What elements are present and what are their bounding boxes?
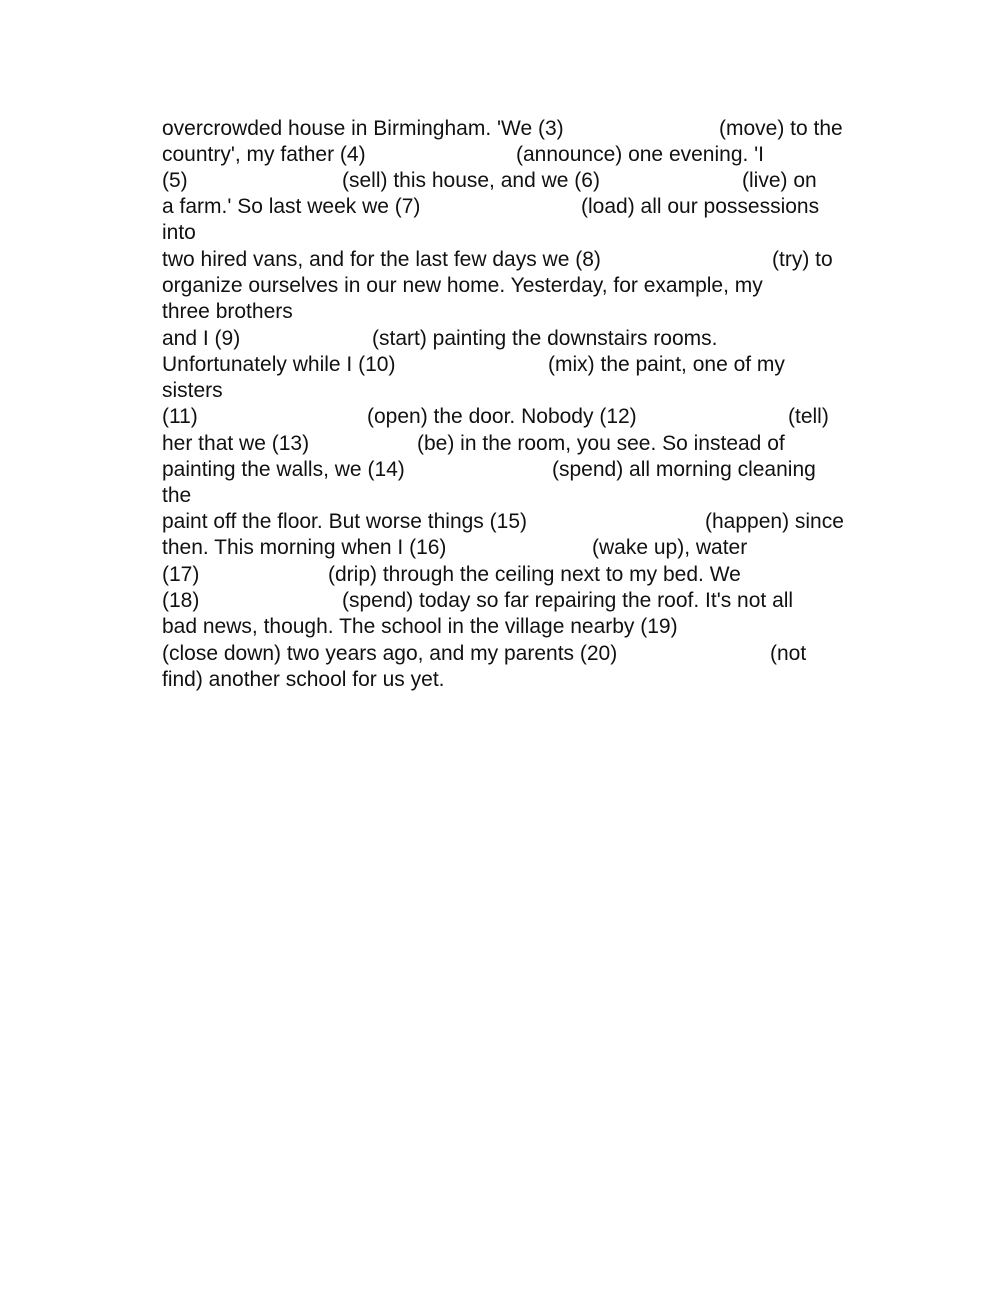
text-segment: (open) the door. Nobody (12): [367, 405, 637, 428]
text-segment: organize ourselves in our new home. Yesterday, for example, my: [162, 274, 763, 297]
text-segment: (mix) the paint, one of my: [548, 353, 785, 376]
answer-blank-18[interactable]: [208, 590, 333, 612]
answer-blank-5[interactable]: [194, 170, 334, 192]
text-segment: (start) painting the downstairs rooms.: [372, 327, 718, 350]
text-segment: two hired vans, and for the last few days we (8): [162, 248, 601, 271]
text-segment: (happen) since: [705, 510, 844, 533]
text-segment: (try) to: [772, 248, 833, 271]
answer-blank-8[interactable]: [644, 249, 764, 271]
answer-blank-16[interactable]: [477, 537, 587, 559]
text-segment: (11): [162, 405, 198, 428]
answer-blank-13[interactable]: [357, 433, 412, 455]
text-segment: and I (9): [162, 327, 241, 350]
answer-blank-10[interactable]: [422, 354, 542, 376]
text-segment: (sell) this house, and we (6): [342, 169, 600, 192]
answer-blank-20[interactable]: [662, 643, 762, 665]
text-segment: overcrowded house in Birmingham. 'We (3): [162, 117, 564, 140]
text-segment: (load) all our possessions: [581, 195, 820, 218]
text-segment: (announce) one evening. 'I: [516, 143, 765, 166]
text-segment: (5): [162, 169, 188, 192]
text-line-22: [162, 667, 445, 745]
answer-blank-11[interactable]: [208, 406, 358, 428]
text-segment: into: [162, 221, 196, 244]
text-segment: painting the walls, we (14): [162, 458, 405, 481]
answer-blank-3[interactable]: [602, 118, 712, 140]
text-segment: (wake up), water: [592, 536, 748, 559]
text-segment: (tell): [788, 405, 829, 428]
answer-blank-4[interactable]: [387, 144, 507, 166]
text-segment: three brothers: [162, 300, 293, 323]
answer-blank-12[interactable]: [667, 406, 782, 428]
text-segment: (not: [770, 642, 807, 665]
text-segment: (move) to the: [719, 117, 843, 140]
answer-blank-9[interactable]: [254, 328, 364, 350]
answer-blank-15[interactable]: [567, 511, 697, 533]
text-segment: her that we (13): [162, 432, 310, 455]
text-segment: sisters: [162, 379, 223, 402]
text-segment: (close down) two years ago, and my parents (20): [162, 642, 618, 665]
text-segment: (17): [162, 563, 200, 586]
answer-blank-14[interactable]: [432, 459, 547, 481]
text-segment: paint off the floor. But worse things (15): [162, 510, 527, 533]
text-segment: find) another school for us yet.: [162, 668, 445, 691]
text-segment: (be) in the room, you see. So instead of: [417, 432, 785, 455]
text-segment: (live) on: [742, 169, 817, 192]
text-segment: (spend) today so far repairing the roof. It's not all: [342, 589, 794, 612]
text-segment: country', my father (4): [162, 143, 366, 166]
text-segment: the: [162, 484, 192, 507]
answer-blank-17[interactable]: [208, 564, 323, 586]
answer-blank-6[interactable]: [632, 170, 732, 192]
text-segment: then. This morning when I (16): [162, 536, 447, 559]
text-segment: a farm.' So last week we (7): [162, 195, 421, 218]
text-segment: bad news, though. The school in the village nearby (19): [162, 615, 678, 638]
text-segment: (18): [162, 589, 200, 612]
text-segment: Unfortunately while I (10): [162, 353, 396, 376]
answer-blank-7[interactable]: [447, 196, 572, 218]
text-segment: (spend) all morning cleaning: [552, 458, 816, 481]
answer-blank-19[interactable]: [727, 616, 797, 638]
text-segment: (drip) through the ceiling next to my bed. We: [328, 563, 741, 586]
